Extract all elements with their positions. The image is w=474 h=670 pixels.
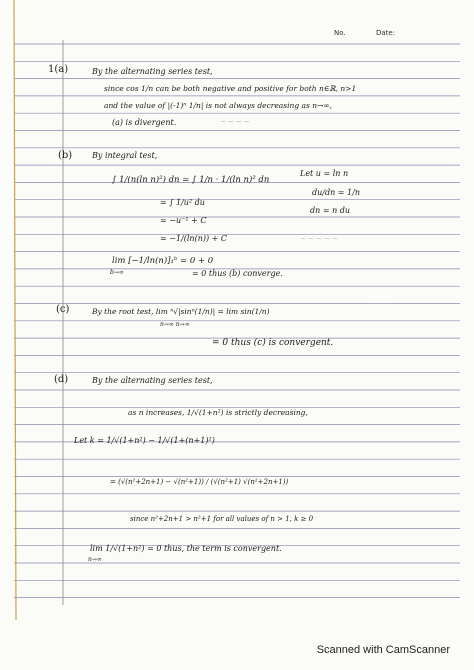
answer-d-line2: as n increases, 1/√(1+n²) is strictly decreasing,	[128, 408, 308, 417]
answer-c-line2: = 0 thus (c) is convergent.	[212, 338, 334, 348]
answer-b-line7: = 0 thus (b) converge.	[192, 269, 283, 278]
answer-a-line2: since cos 1/n can be both negative and positive for both n∈ℝ, n>1	[104, 84, 357, 93]
date-label: Date:	[376, 29, 396, 37]
substitution-2: du/dn = 1/n	[312, 188, 360, 197]
question-label-c: (c)	[56, 304, 70, 315]
bleed-through: ~ ~ ~ ~	[220, 118, 251, 126]
substitution-3: dn = n du	[310, 206, 351, 215]
answer-b-line6: lim [−1/ln(n)]₁ᵇ = 0 + 0	[112, 256, 214, 266]
answer-a-line4: (a) is divergent.	[112, 118, 177, 127]
no-label: No.	[334, 29, 346, 37]
question-label-d: (d)	[54, 374, 69, 385]
answer-d-limit-sub: n→∞	[88, 556, 102, 563]
answer-b-line3: = ∫ 1/u² du	[160, 198, 205, 207]
answer-a-line1: By the alternating series test,	[92, 67, 213, 76]
answer-c-line1: By the root test, lim ⁿ√|sinⁿ(1/n)| = lim sin(1/n)	[92, 307, 270, 316]
answer-d-line4: = (√(n²+2n+1) − √(n²+1)) / (√(n²+1) √(n²+2n+1))	[110, 478, 289, 486]
answer-c-limit-sub: n→∞ n→∞	[160, 321, 190, 328]
answer-b-line2: ∫ 1/(n(ln n)²) dn = ∫ 1/n · 1/(ln n)² dn	[112, 175, 270, 185]
question-label-a: 1(a)	[48, 64, 69, 75]
answer-d-line6: lim 1/√(1+n²) = 0 thus, the term is convergent.	[90, 544, 282, 553]
answer-d-line3: Let k = 1/√(1+n²) − 1/√(1+(n+1)²)	[74, 436, 215, 445]
answer-b-line4: = −u⁻¹ + C	[160, 216, 207, 225]
answer-d-line5: since n²+2n+1 > n²+1 for all values of n > 1, k ≥ 0	[130, 515, 314, 523]
answer-a-line3: and the value of |(-1)ⁿ 1/n| is not always decreasing as n→∞,	[104, 101, 332, 110]
answer-b-line1: By integral test,	[92, 151, 158, 160]
substitution-1: Let u = ln n	[300, 169, 349, 178]
bleed-through: ~ ~ ~	[370, 300, 393, 308]
answer-b-limit-sub: b→∞	[110, 269, 124, 276]
question-label-b: (b)	[58, 150, 73, 161]
answer-b-line5: = −1/(ln(n)) + C	[160, 234, 227, 243]
answer-d-line1: By the alternating series test,	[92, 376, 213, 385]
scanner-watermark: Scanned with CamScanner	[316, 644, 450, 656]
bleed-through: ~ ~ ~ ~ ~	[300, 235, 339, 243]
